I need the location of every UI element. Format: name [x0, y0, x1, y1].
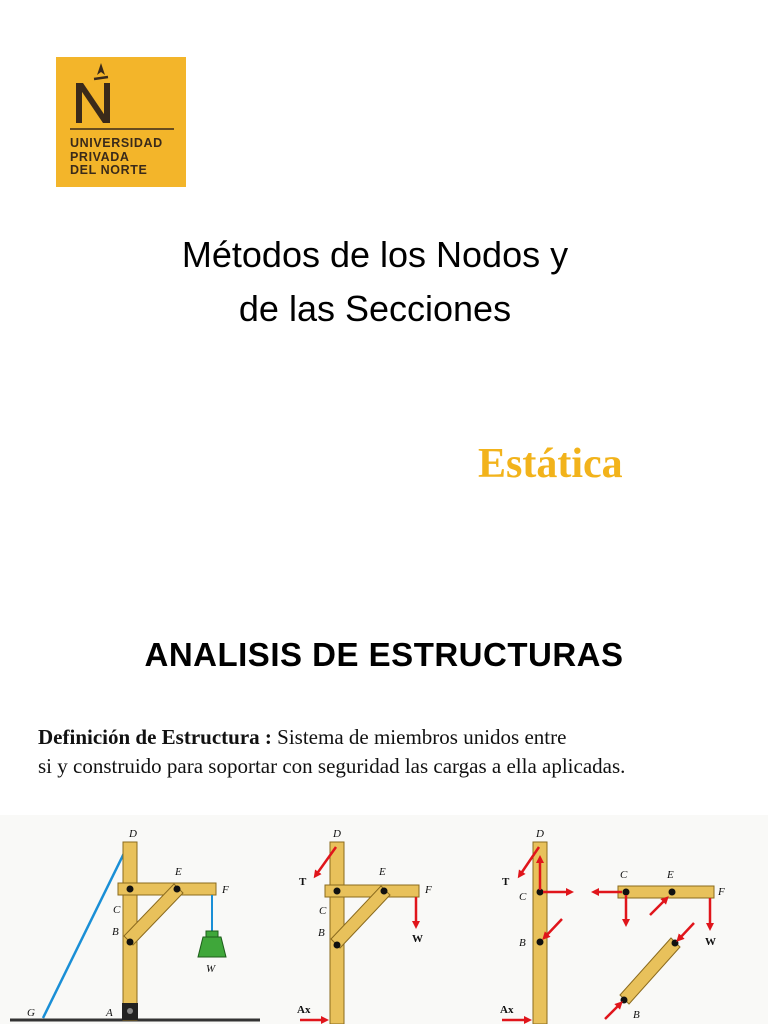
- fig3-label-b: B: [519, 937, 526, 949]
- fig1-label-e: E: [175, 866, 182, 878]
- fig2-label-c: C: [319, 905, 327, 917]
- fig1-label-f: F: [222, 884, 229, 896]
- fig1-label-d: D: [129, 828, 137, 840]
- section-heading: ANALISIS DE ESTRUCTURAS: [144, 636, 624, 673]
- fig1-label-c: C: [113, 904, 121, 916]
- fig3-label-c: C: [519, 891, 527, 903]
- fig3-label-b2: B: [633, 1009, 640, 1021]
- title-line-1: Métodos de los Nodos y: [181, 234, 569, 275]
- structure-figures: [0, 815, 768, 1024]
- fig3-label-e: E: [667, 869, 674, 881]
- fig1-label-g: G: [27, 1007, 35, 1019]
- fig3-label-d: D: [536, 828, 544, 840]
- logo-line-2: PRIVADA: [70, 149, 130, 164]
- fig3-label-c2: C: [620, 869, 628, 881]
- definition-text-1: Sistema de miembros unidos entre: [271, 725, 567, 749]
- fig1-label-b: B: [112, 926, 119, 938]
- course-subject: Estática: [478, 441, 623, 487]
- fig2-label-ax: Ax: [297, 1004, 311, 1016]
- fig3-label-w: W: [705, 936, 716, 948]
- structure-diagrams: [0, 815, 768, 1024]
- fig1-label-w: W: [206, 963, 216, 975]
- fig2-label-t: T: [299, 876, 307, 888]
- fig3-label-ax: Ax: [500, 1004, 514, 1016]
- logo-text: [70, 137, 163, 178]
- title-line-2: de las Secciones: [238, 288, 512, 329]
- fig2-label-d: D: [333, 828, 341, 840]
- fig2-label-b: B: [318, 927, 325, 939]
- university-logo: [56, 57, 186, 187]
- fig1-label-a: A: [106, 1007, 113, 1019]
- page-title: [0, 228, 750, 336]
- logo-line-3: DEL NORTE: [70, 163, 148, 177]
- fig3-label-f: F: [718, 886, 725, 898]
- definition-term: Definición de Estructura :: [38, 725, 272, 749]
- logo-line-1: UNIVERSIDAD: [70, 136, 163, 150]
- fig2-label-f: F: [425, 884, 432, 896]
- definition-text-2: si y construido para soportar con seguridad las cargas a ella aplicadas.: [38, 754, 626, 778]
- fig3-label-t: T: [502, 876, 510, 888]
- fig2-label-w: W: [412, 933, 423, 945]
- definition-paragraph: [38, 723, 763, 781]
- fig2-label-e: E: [379, 866, 386, 878]
